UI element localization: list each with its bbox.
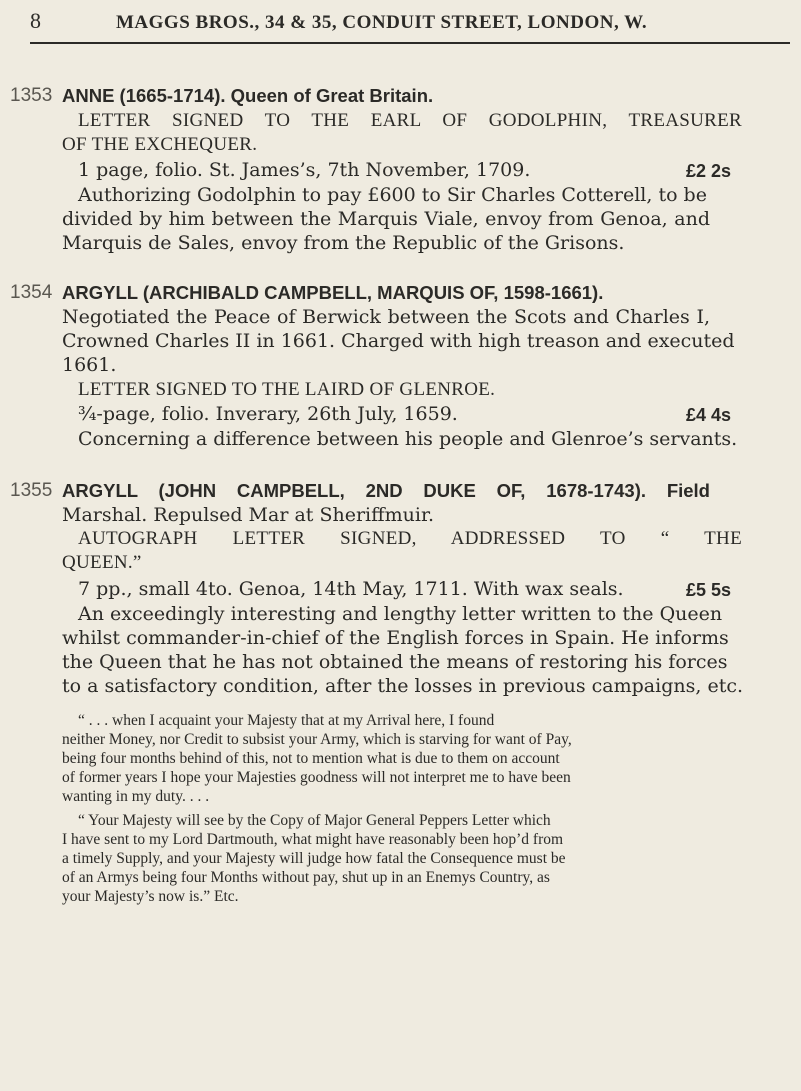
entry-heading: Crowned Charles II in 1661. Charged with high treason and executed xyxy=(62,330,735,352)
entry-title: AUTOGRAPH LETTER SIGNED, ADDRESSED TO “ THE xyxy=(78,528,742,549)
quotation-line: “ Your Majesty will see by the Copy of Major General Peppers Letter which xyxy=(78,812,551,829)
entry-collation: 7 pp., small 4to. Genoa, 14th May, 1711. With wax seals. xyxy=(78,578,624,600)
quotation-line: your Majesty’s now is.” Etc. xyxy=(62,888,239,905)
entry-description: An exceedingly interesting and lengthy letter written to the Queen xyxy=(78,603,723,625)
entry-price: £4 4s xyxy=(685,405,731,425)
quotation-line: wanting in my duty. . . . xyxy=(62,788,210,805)
entry-description: Concerning a difference between his people and Glenroe’s servants. xyxy=(78,428,738,450)
page-number: 8 xyxy=(30,8,41,33)
quotation-line: of former years I hope your Majesties goodness will not interpret me to have been xyxy=(62,769,571,786)
entry-title: OF THE EXCHEQUER. xyxy=(62,134,258,155)
quotation-line: “ . . . when I acquaint your Majesty that at my Arrival here, I found xyxy=(78,712,495,729)
entry-description: whilst commander-in-chief of the English forces in Spain. He informs xyxy=(62,627,729,649)
entry-title: LETTER SIGNED TO THE EARL OF GODOLPHIN, TREASURER xyxy=(78,110,742,131)
quotation-line: being four months behind of this, not to mention what is due to them on account xyxy=(62,750,560,767)
entry-heading: 1661. xyxy=(62,354,117,376)
entry-heading: ARGYLL (JOHN CAMPBELL, 2ND DUKE OF, 1678-1743). Field xyxy=(62,480,710,501)
lot-number: 1353 xyxy=(10,85,53,106)
entry-price: £2 2s xyxy=(685,161,731,181)
page-header xyxy=(30,8,790,44)
entry-collation: 1 page, folio. St. James’s, 7th November, 1709. xyxy=(78,159,531,181)
entry-heading: Negotiated the Peace of Berwick between the Scots and Charles I, xyxy=(62,306,710,328)
lot-number: 1354 xyxy=(10,282,53,303)
entry-description: to a satisfactory condition, after the losses in previous campaigns, etc. xyxy=(62,675,744,697)
entry-heading: ARGYLL (ARCHIBALD CAMPBELL, MARQUIS OF, 1598-1661). xyxy=(62,282,604,303)
entry-description: divided by him between the Marquis Viale, envoy from Genoa, and xyxy=(62,208,710,230)
entry-collation: ¾-page, folio. Inverary, 26th July, 1659. xyxy=(78,403,458,425)
lot-number: 1355 xyxy=(10,480,53,501)
entry-title: QUEEN.” xyxy=(62,552,142,573)
entry-title: LETTER SIGNED TO THE LAIRD OF GLENROE. xyxy=(78,379,496,400)
quotation-line: a timely Supply, and your Majesty will judge how fatal the Consequence must be xyxy=(62,850,566,867)
entry-description: Authorizing Godolphin to pay £600 to Sir Charles Cotterell, to be xyxy=(78,184,707,206)
running-head: MAGGS BROS., 34 & 35, CONDUIT STREET, LONDON, W. xyxy=(116,12,648,33)
entry-description: Marquis de Sales, envoy from the Republic of the Grisons. xyxy=(62,232,625,254)
entry-description: the Queen that he has not obtained the means of restoring his forces xyxy=(62,651,728,673)
quotation-line: neither Money, nor Credit to subsist your Army, which is starving for want of Pay, xyxy=(62,731,572,748)
entry-heading: ANNE (1665-1714). Queen of Great Britain. xyxy=(62,85,434,106)
quotation-line: I have sent to my Lord Dartmouth, what might have reasonably been hop’d from xyxy=(62,831,564,848)
entry-price: £5 5s xyxy=(685,580,731,600)
quotation-line: of an Armys being four Months without pay, shut up in an Enemys Country, as xyxy=(62,869,550,886)
entry-heading: Marshal. Repulsed Mar at Sheriffmuir. xyxy=(62,504,434,526)
